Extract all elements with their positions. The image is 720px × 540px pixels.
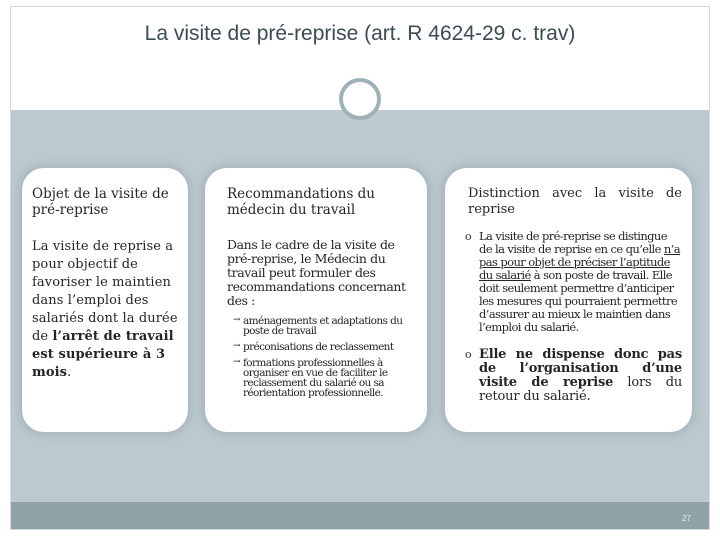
footer-bar bbox=[11, 502, 709, 529]
card-recommandations bbox=[205, 168, 427, 432]
list-item bbox=[233, 358, 415, 398]
page-number: 27 bbox=[682, 514, 691, 523]
card-text: La visite de reprise a pour objectif de favoriser le maintien dans l’emploi des salariés dont la durée de bbox=[32, 239, 178, 344]
card-text-end: lors du retour du salarié. bbox=[479, 375, 682, 404]
card-title: Distinction avec la visite de reprise bbox=[468, 186, 682, 217]
list-item-text: formations professionnelles à organiser en vue de faciliter le reclassement du salarié ou sa réorientation professionnelle. bbox=[243, 357, 388, 399]
card-text-bold: l’arrêt de travail est supérieure à 3 mois bbox=[32, 329, 174, 380]
arrow-icon: → bbox=[233, 357, 240, 367]
card-text-end: à son poste de travail. Elle doit seulement permettre d’anticiper les mesures qui pourraient permettre d’assurer au mieux le maintien dans l’emploi du salarié. bbox=[479, 268, 678, 334]
card-title: Recommandations du médecin du travail bbox=[227, 186, 375, 218]
list-item bbox=[233, 342, 415, 352]
list-item-text: préconisations de reclassement bbox=[243, 341, 394, 353]
ring-ornament-icon bbox=[339, 78, 381, 120]
card-paragraph-2 bbox=[465, 347, 682, 404]
card-title: Objet de la visite de pré-reprise bbox=[32, 186, 169, 218]
card-text-end: . bbox=[67, 365, 72, 380]
slide-title: La visite de pré-reprise (art. R 4624-29 c. trav) bbox=[144, 22, 576, 45]
arrow-icon: → bbox=[233, 341, 240, 351]
card-body bbox=[32, 238, 178, 382]
card-paragraph-1 bbox=[465, 229, 682, 334]
card-text-underlined: n’a pas pour objet de préciser l’aptitude du salarié bbox=[479, 242, 681, 282]
card-objet bbox=[22, 168, 188, 432]
bullet-icon: o bbox=[465, 230, 472, 243]
card-distinction bbox=[445, 168, 692, 432]
card-body: Dans le cadre de la visite de pré-reprise, le Médecin du travail peut formuler des recommandations concernant des : bbox=[227, 237, 406, 308]
card-text-bold: Elle ne dispense donc pas de l’organisation d’une visite de reprise bbox=[479, 347, 682, 390]
card-text: La visite de pré-reprise se distingue de la visite de reprise en ce qu’elle bbox=[479, 229, 667, 256]
list-item bbox=[233, 316, 415, 336]
list-item-text: aménagements et adaptations du poste de travail bbox=[243, 315, 403, 337]
recommendation-list bbox=[233, 316, 415, 398]
arrow-icon: → bbox=[233, 315, 240, 325]
bullet-icon: o bbox=[465, 348, 472, 361]
